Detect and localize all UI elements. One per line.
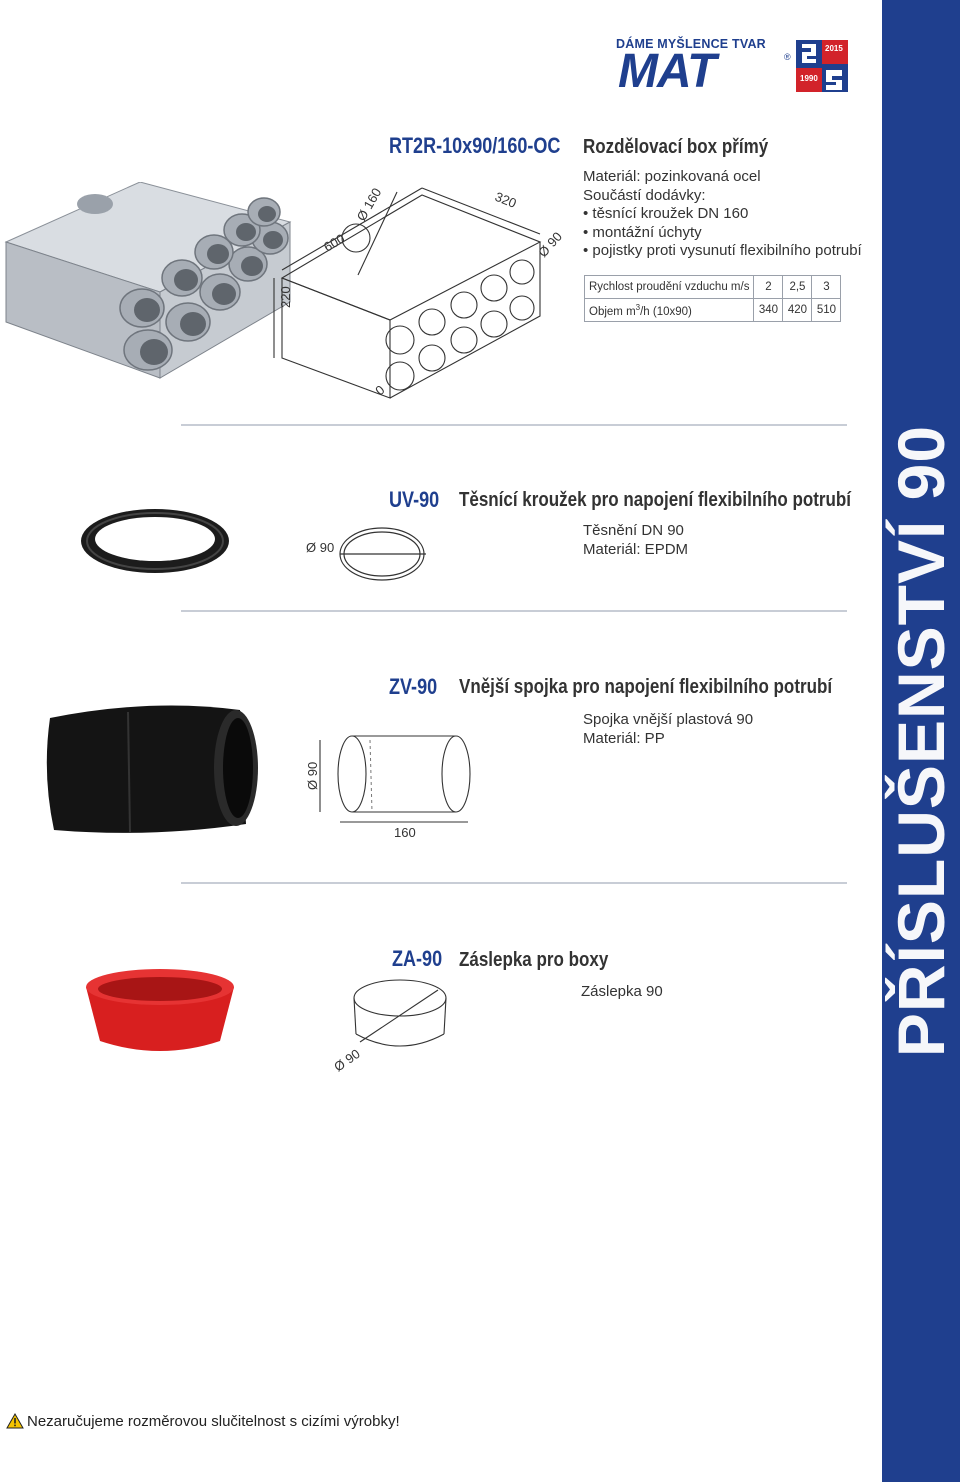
product-description-rt2r: [583, 168, 862, 261]
product-description-zv90: [583, 711, 753, 748]
desc-line: • montážní úchyty: [583, 223, 702, 241]
logo-year-1990: 1990: [800, 74, 818, 83]
distribution-box-drawing: [272, 180, 572, 405]
section-divider: [181, 882, 847, 884]
coupling-photo: [40, 700, 270, 840]
product-title-uv90: Těsnící kroužek pro napojení flexibilního potrubí: [459, 489, 851, 511]
desc-line: Součástí dodávky:: [583, 186, 706, 204]
desc-line: Těsnění DN 90: [583, 522, 684, 539]
desc-line: • těsnící kroužek DN 160: [583, 205, 749, 222]
coupling-drawing: [300, 732, 480, 847]
product-code-uv90: UV-90: [389, 487, 440, 512]
dim-seal-diameter: Ø 90: [306, 540, 335, 555]
product-title-rt2r: Rozdělovací box přímý: [583, 136, 769, 158]
product-code-zv90: ZV-90: [389, 674, 438, 699]
section-divider: [181, 424, 847, 426]
product-title-zv90: Vnější spojka pro napojení flexibilního potrubí: [459, 676, 833, 698]
logo-brand: MAT: [618, 45, 716, 98]
end-cap-photo: [80, 965, 240, 1065]
logo-year-2015: 2015: [825, 44, 843, 53]
dim-coupling-length: 160: [394, 825, 416, 840]
table-row: [585, 276, 841, 299]
product-description-za90: [581, 983, 663, 1002]
brand-logo: [612, 34, 852, 96]
section-divider: [181, 610, 847, 612]
desc-line: Materiál: EPDM: [583, 540, 689, 558]
seal-ring-drawing: [300, 520, 440, 590]
logo-registered: ®: [784, 52, 791, 62]
desc-line: Záslepka 90: [581, 983, 663, 1000]
warning-icon: [6, 1413, 24, 1429]
dim-depth-600: 600: [321, 230, 348, 255]
table-row: [585, 299, 841, 322]
dim-coupling-diameter: Ø 90: [305, 761, 320, 790]
airflow-spec-table: [584, 275, 841, 322]
dim-height-220: 220: [278, 286, 293, 308]
distribution-box-photo: [0, 182, 300, 382]
desc-line: Materiál: pozinkovaná ocel: [583, 168, 761, 185]
category-sidebar: [882, 0, 960, 1482]
dim-cap-diameter: Ø 90: [331, 1046, 363, 1075]
product-code-rt2r: RT2R-10x90/160-OC: [389, 133, 561, 158]
table-cell: 2,5: [783, 276, 812, 299]
seal-ring-photo: [75, 505, 235, 585]
dim-inlet-160: Ø 160: [353, 185, 385, 224]
table-cell: 2: [754, 276, 783, 299]
product-description-uv90: [583, 522, 688, 559]
category-title: PŘÍSLUŠENSTVÍ 90: [884, 424, 958, 1058]
dim-zero: 0: [372, 382, 388, 399]
table-cell: 340: [754, 299, 783, 322]
desc-line: • pojistky proti vysunutí flexibilního potrubí: [583, 242, 862, 259]
table-cell: 3: [812, 276, 841, 299]
dim-outlet-90: Ø 90: [535, 229, 566, 261]
logo-slogan: DÁME MYŠLENCE TVAR: [616, 37, 766, 51]
desc-line: Materiál: PP: [583, 729, 665, 747]
product-code-za90: ZA-90: [392, 946, 443, 971]
desc-line: Spojka vnější plastová 90: [583, 711, 754, 728]
end-cap-drawing: [320, 968, 460, 1078]
table-cell: 510: [812, 299, 841, 322]
table-cell-label: Rychlost proudění vzduchu m/s: [585, 276, 754, 299]
product-title-za90: Záslepka pro boxy: [459, 949, 609, 971]
table-cell-label: Objem $m^3/h$ (10x90): [585, 299, 754, 322]
compatibility-warning: [6, 1413, 400, 1430]
dim-width-320: 320: [492, 188, 519, 211]
table-cell: 420: [783, 299, 812, 322]
warning-text: Nezaručujeme rozměrovou slučitelnost s cizími výrobky!: [27, 1413, 400, 1430]
